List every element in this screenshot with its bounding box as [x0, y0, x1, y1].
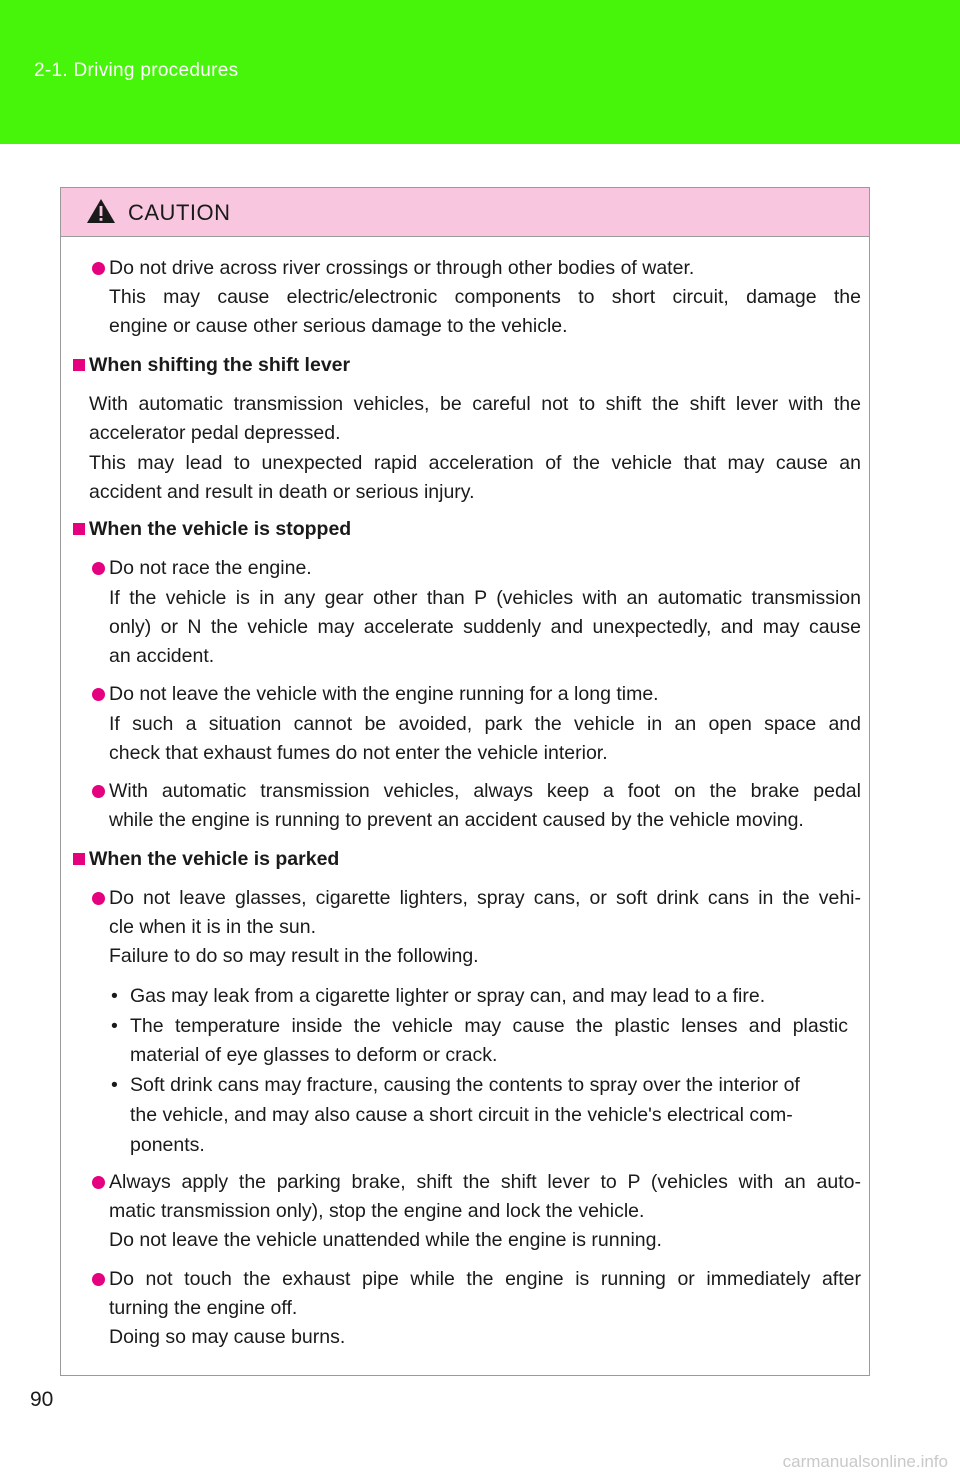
caution-text: Always apply the parking brake, shift the shift lever to P (vehicles with an auto- [109, 1171, 861, 1193]
caution-label: CAUTION [128, 200, 231, 225]
subheading: When shifting the shift lever [89, 354, 351, 376]
caution-text: With automatic transmission vehicles, always keep a foot on the brake pedal [109, 780, 861, 802]
caution-text: material of eye glasses to deform or crack. [130, 1044, 498, 1066]
dot-bullet: • [111, 985, 118, 1007]
square-bullet-icon [73, 359, 85, 371]
caution-text: an accident. [109, 645, 215, 667]
caution-text: The temperature inside the vehicle may cause the plastic lenses and plastic [130, 1015, 848, 1037]
bullet-icon [92, 892, 105, 905]
caution-text: Do not drive across river crossings or through other bodies of water. [109, 257, 695, 279]
subheading: When the vehicle is stopped [89, 518, 352, 540]
caution-text: accident and result in death or serious injury. [89, 481, 475, 503]
caution-text: Do not race the engine. [109, 557, 312, 579]
warning-triangle-icon [86, 198, 116, 224]
caution-text: Do not leave the vehicle with the engine running for a long time. [109, 683, 659, 705]
caution-text: Doing so may cause burns. [109, 1326, 346, 1348]
header-band [0, 0, 960, 144]
bullet-icon [92, 688, 105, 701]
section-title: 2-1. Driving procedures [34, 60, 239, 81]
caution-header [61, 188, 869, 237]
caution-text: This may lead to unexpected rapid acceleration of the vehicle that may cause an [89, 452, 861, 474]
caution-text: while the engine is running to prevent an accident caused by the vehicle moving. [109, 809, 804, 831]
caution-text: If the vehicle is in any gear other than P (vehicles with an automatic transmission [109, 587, 861, 609]
caution-text: This may cause electric/electronic components to short circuit, damage the [109, 286, 861, 308]
dot-bullet: • [111, 1015, 118, 1037]
caution-text: ponents. [130, 1134, 205, 1156]
caution-text: turning the engine off. [109, 1297, 298, 1319]
watermark[interactable]: carmanualsonline.info [782, 1452, 948, 1471]
subheading: When the vehicle is parked [89, 848, 340, 870]
bullet-icon [92, 785, 105, 798]
caution-text: matic transmission only), stop the engine and lock the vehicle. [109, 1200, 645, 1222]
caution-text: Gas may leak from a cigarette lighter or spray can, and may lead to a fire. [130, 985, 766, 1007]
caution-text: With automatic transmission vehicles, be careful not to shift the shift lever with the [89, 393, 861, 415]
caution-text: Do not touch the exhaust pipe while the engine is running or immediately after [109, 1268, 861, 1290]
square-bullet-icon [73, 523, 85, 535]
bullet-icon [92, 1176, 105, 1189]
caution-text: check that exhaust fumes do not enter the vehicle interior. [109, 742, 608, 764]
caution-text: Soft drink cans may fracture, causing the contents to spray over the interior of [130, 1074, 800, 1096]
caution-text: If such a situation cannot be avoided, park the vehicle in an open space and [109, 713, 861, 735]
caution-text: the vehicle, and may also cause a short circuit in the vehicle's electrical com- [130, 1104, 793, 1126]
square-bullet-icon [73, 853, 85, 865]
caution-text: only) or N the vehicle may accelerate suddenly and unexpectedly, and may cause [109, 616, 861, 638]
caution-text: Do not leave the vehicle unattended while the engine is running. [109, 1229, 662, 1251]
caution-text: engine or cause other serious damage to the vehicle. [109, 315, 568, 337]
bullet-icon [92, 262, 105, 275]
dot-bullet: • [111, 1074, 118, 1096]
caution-text: Failure to do so may result in the following. [109, 945, 479, 967]
caution-text: cle when it is in the sun. [109, 916, 317, 938]
caution-text: Do not leave glasses, cigarette lighters, spray cans, or soft drink cans in the vehi- [109, 887, 861, 909]
page-number: 90 [30, 1388, 54, 1411]
bullet-icon [92, 1273, 105, 1286]
caution-text: accelerator pedal depressed. [89, 422, 341, 444]
bullet-icon [92, 562, 105, 575]
